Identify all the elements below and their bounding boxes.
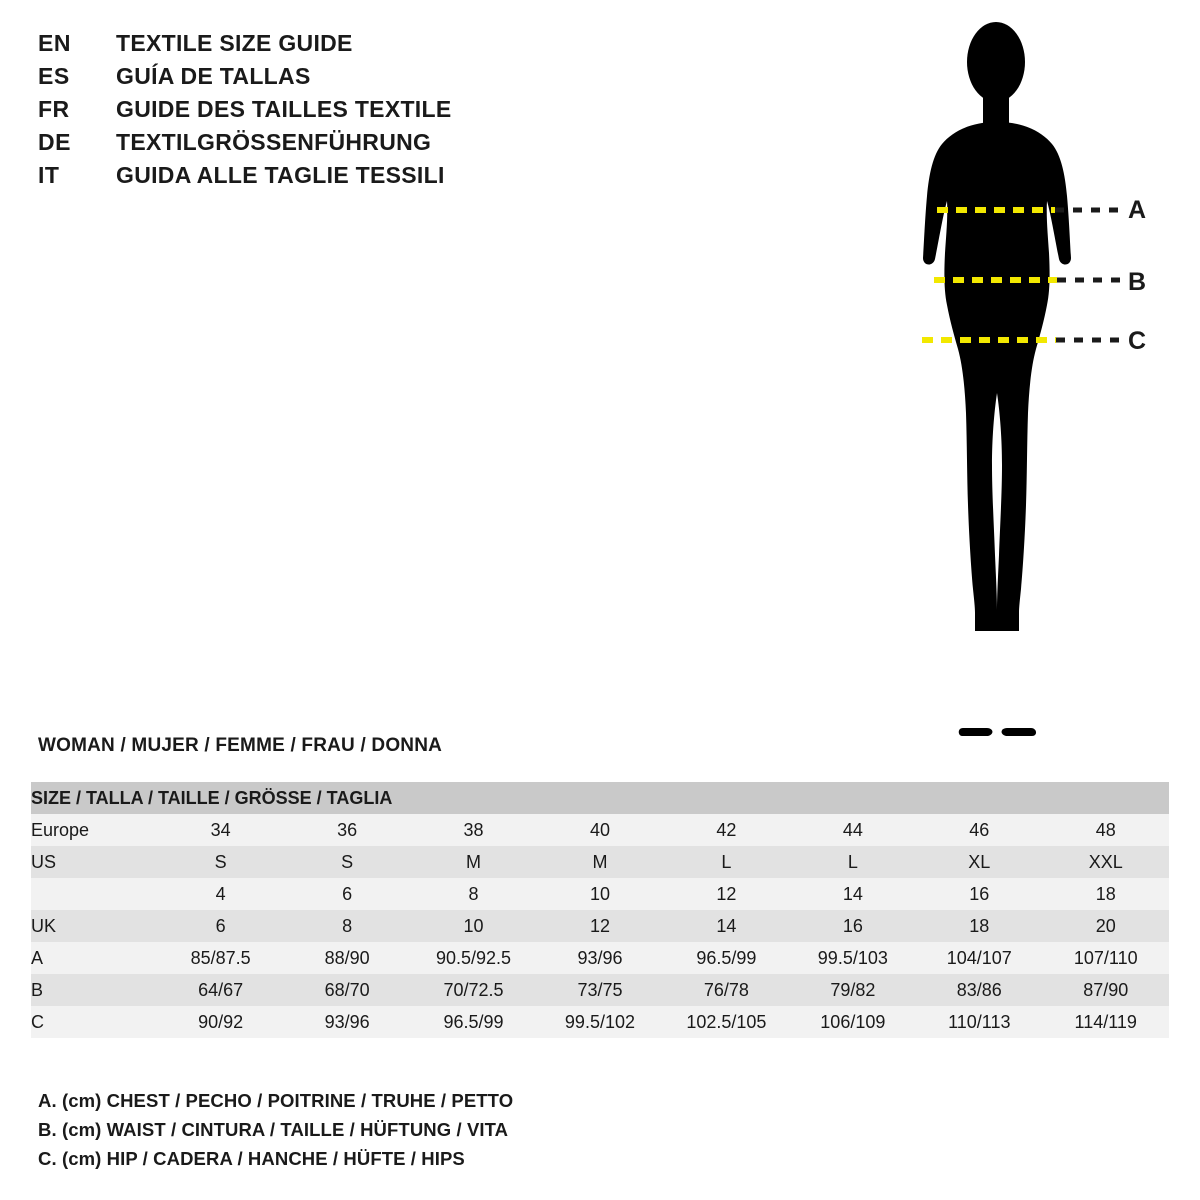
table-cell: 83/86 [916,974,1042,1006]
table-cell: 6 [157,910,283,942]
table-cell: 70/72.5 [410,974,536,1006]
table-cell: 8 [410,878,536,910]
table-cell: 14 [663,910,789,942]
table-row [31,974,1169,1006]
language-code: DE [38,129,71,155]
table-cell: 10 [410,910,536,942]
table-row [31,878,1169,910]
language-row [38,63,558,96]
table-row [31,846,1169,878]
table-cell: 34 [157,814,283,846]
table-cell: 14 [790,878,916,910]
table-cell: 64/67 [157,974,283,1006]
row-label: UK [31,910,157,942]
table-cell: 8 [284,910,410,942]
table-cell: 114/119 [1043,1006,1170,1038]
table-cell: 104/107 [916,942,1042,974]
size-chart-table [31,782,1169,1038]
table-cell: 18 [916,910,1042,942]
table-cell: 96.5/99 [663,942,789,974]
table-cell: 42 [663,814,789,846]
row-label: US [31,846,157,878]
table-cell: L [790,846,916,878]
language-title: GUIDE DES TAILLES TEXTILE [116,96,452,122]
table-cell: 20 [1043,910,1170,942]
table-cell: M [410,846,536,878]
language-title: TEXTILE SIZE GUIDE [116,30,353,56]
table-cell: 12 [537,910,663,942]
table-cell: XXL [1043,846,1170,878]
table-cell: 93/96 [284,1006,410,1038]
table-cell: XL [916,846,1042,878]
table-row [31,910,1169,942]
hip-measure-label: C [1128,327,1147,355]
table-cell: 99.5/103 [790,942,916,974]
table-cell: 96.5/99 [410,1006,536,1038]
table-cell: 87/90 [1043,974,1170,1006]
language-row [38,129,558,162]
chest-measure-label: A [1128,196,1147,224]
table-row [31,814,1169,846]
table-cell: 76/78 [663,974,789,1006]
legend-line-chest: A. (cm) CHEST / PECHO / POITRINE / TRUHE / PETTO [38,1090,514,1111]
table-cell: 85/87.5 [157,942,283,974]
table-section-title: WOMAN / MUJER / FEMME / FRAU / DONNA [38,735,443,756]
row-label: B [31,974,157,1006]
language-title: GUÍA DE TALLAS [116,63,311,89]
row-label: A [31,942,157,974]
table-cell: 73/75 [537,974,663,1006]
language-title: GUIDA ALLE TAGLIE TESSILI [116,162,445,188]
language-code: IT [38,162,60,188]
language-code: FR [38,96,70,122]
table-cell: S [157,846,283,878]
table-cell: 79/82 [790,974,916,1006]
table-cell: 68/70 [284,974,410,1006]
table-cell: 46 [916,814,1042,846]
table-cell: 107/110 [1043,942,1170,974]
table-cell: 12 [663,878,789,910]
table-cell: 106/109 [790,1006,916,1038]
measurement-figure [850,10,1180,750]
table-cell: 36 [284,814,410,846]
row-label: C [31,1006,157,1038]
table-cell: M [537,846,663,878]
table-cell: L [663,846,789,878]
table-cell: 6 [284,878,410,910]
table-cell: 4 [157,878,283,910]
language-title-list [38,30,558,195]
language-row [38,162,558,195]
table-row [31,942,1169,974]
table-cell: 90.5/92.5 [410,942,536,974]
language-code: EN [38,30,71,56]
legend-line-waist: B. (cm) WAIST / CINTURA / TAILLE / HÜFTUNG / VITA [38,1119,509,1140]
table-cell: 16 [916,878,1042,910]
language-row [38,30,558,63]
table-cell: 16 [790,910,916,942]
table-cell: 10 [537,878,663,910]
waist-measure-label: B [1128,268,1147,296]
table-cell: 38 [410,814,536,846]
female-silhouette-icon [850,10,1180,750]
table-cell: S [284,846,410,878]
table-cell: 88/90 [284,942,410,974]
table-cell: 40 [537,814,663,846]
language-row [38,96,558,129]
table-cell: 99.5/102 [537,1006,663,1038]
table-header-label: SIZE / TALLA / TAILLE / GRÖSSE / TAGLIA [31,782,1169,814]
table-cell: 102.5/105 [663,1006,789,1038]
measurement-legend [38,1090,838,1177]
table-cell: 44 [790,814,916,846]
language-title: TEXTILGRÖSSENFÜHRUNG [116,129,432,155]
legend-line-hip: C. (cm) HIP / CADERA / HANCHE / HÜFTE / HIPS [38,1148,465,1169]
table-cell: 18 [1043,878,1170,910]
table-header-row [31,782,1169,814]
table-cell: 110/113 [916,1006,1042,1038]
row-label [31,878,157,910]
table-cell: 90/92 [157,1006,283,1038]
language-code: ES [38,63,70,89]
table-row [31,1006,1169,1038]
row-label: Europe [31,814,157,846]
table-cell: 93/96 [537,942,663,974]
table-cell: 48 [1043,814,1170,846]
